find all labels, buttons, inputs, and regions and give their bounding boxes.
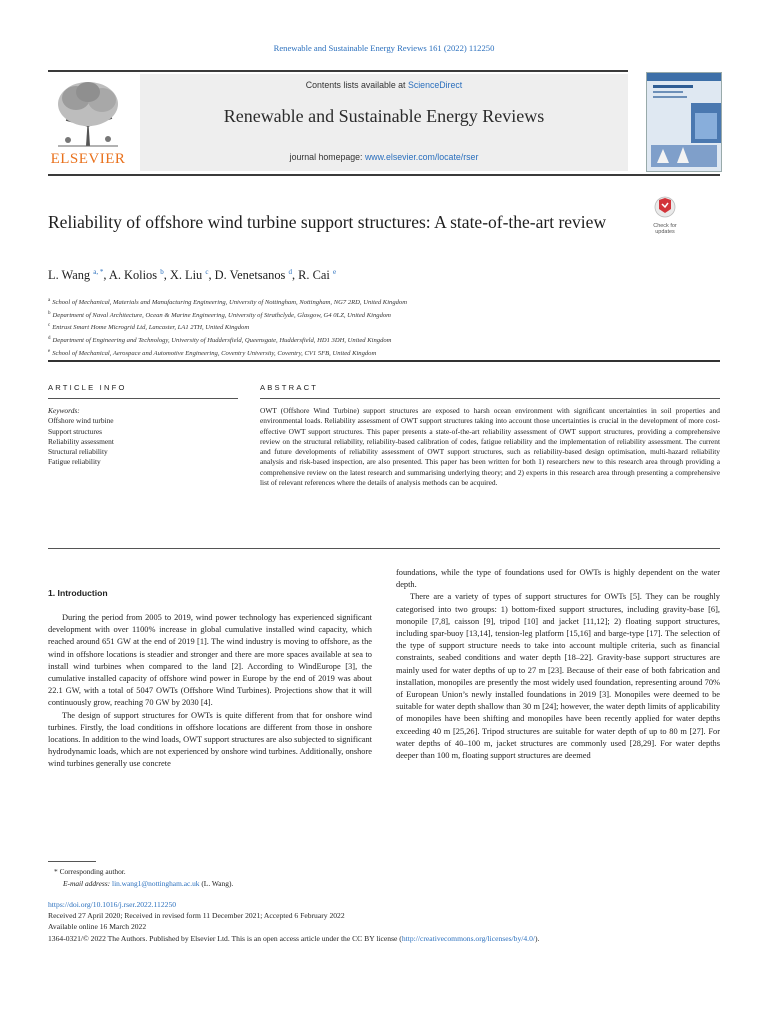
history-dates: Received 27 April 2020; Received in revised form 11 December 2021; Accepted 6 February 2022 bbox=[48, 911, 345, 921]
abstract-text: OWT (Offshore Wind Turbine) support structures are exposed to harsh ocean environment with significant uncertainties in soil properties and environmental loads. Reliability assessment of OWT support structures taking into account those uncertainties is crucial in the development of more cost-effective OWT support structures. This paper presents a state-of-the-art reliability assessment of OWT support structures, providing a comprehensive review on the structural reliability, reliability-based calibration of codes, fatigue reliability and the implementation of reliability assessment. The current and future developments of reliability assessment of OWT support structures, such as reliability-based design optimisation, multi-hazard reliability analysis and risk-based inspection, are also presented. This paper has been written for both 1) researchers new to this research area through providing a comprehensive review on the latest research and summarising underlying theory; and 2) experts in this research area through presenting a comprehensive list of relevant references where the details of analysis methods can be acquired. bbox=[260, 406, 720, 488]
author[interactable]: L. Wang $^{a, *}$ bbox=[48, 268, 104, 283]
keywords-block bbox=[48, 406, 228, 468]
footnote-rule bbox=[48, 861, 96, 862]
author[interactable]: R. Cai $^e$ bbox=[298, 268, 337, 283]
keyword: Fatigue reliability bbox=[48, 457, 101, 467]
author-affil-mark[interactable]: b bbox=[160, 268, 164, 276]
sciencedirect-link[interactable]: ScienceDirect bbox=[407, 80, 463, 90]
check-updates-icon bbox=[646, 196, 684, 218]
journal-cover-thumbnail[interactable] bbox=[646, 72, 722, 172]
affiliation-item: $^a$ School of Mechanical, Materials and Manufacturing Engineering, University of Nottingham, Nottingham, NG7 2RD, United Kingdom bbox=[48, 298, 407, 307]
body-paragraph: The design of support structures for OWTs is quite different from that for onshore wind turbines. Firstly, the load conditions in offshore locations are different from those in onshore locations. In addition to the wind loads, OWT support structures are also subjected to significant hydrodynamic loads, which are not experienced by onshore wind turbines. Additionally, onshore wind turbines generally use concrete bbox=[48, 710, 372, 769]
email-label: E-mail address: bbox=[63, 878, 111, 888]
affiliation-list bbox=[48, 296, 720, 359]
section-heading-introduction: 1. Introduction bbox=[48, 588, 108, 598]
available-online: Available online 16 March 2022 bbox=[48, 922, 147, 932]
keyword: Offshore wind turbine bbox=[48, 416, 114, 426]
keyword: Support structures bbox=[48, 426, 102, 436]
author-list: L. Wang $^{a, *}$, A. Kolios $^b$, X. Liu $^c$, D. Venetsanos $^d$, R. Cai $^e$ bbox=[48, 268, 337, 283]
homepage-line bbox=[140, 152, 628, 162]
affiliation-item: $^b$ Department of Naval Architecture, Ocean & Marine Engineering, University of Strathclyde, Glasgow, G4 0LZ, United Kingdom bbox=[48, 310, 391, 319]
check-updates-line1: Check for bbox=[653, 223, 677, 229]
author-affil-mark[interactable]: a, * bbox=[93, 268, 104, 276]
author[interactable]: D. Venetsanos $^d$ bbox=[214, 268, 292, 283]
journal-citation[interactable]: Renewable and Sustainable Energy Reviews 161 (2022) 112250 bbox=[273, 43, 495, 53]
body-paragraph: foundations, while the type of foundations used for OWTs is highly dependent on the water depth. bbox=[396, 568, 720, 590]
contents-prefix: Contents lists available at bbox=[305, 80, 408, 90]
contents-line bbox=[140, 80, 628, 90]
license-line: 1364-0321/© 2022 The Authors. Published by Elsevier Ltd. This is an open access article under the CC BY license (http://creativecommons.org/licenses/by/4.0/). bbox=[48, 933, 540, 943]
author-affil-mark[interactable]: e bbox=[332, 268, 337, 276]
journal-title: Renewable and Sustainable Energy Reviews bbox=[223, 106, 545, 126]
email-suffix: (L. Wang). bbox=[199, 878, 234, 888]
affiliation-item: $^d$ Department of Engineering and Technology, University of Huddersfield, Queensgate, Huddersfield, HD1 3DH, United Kingdom bbox=[48, 336, 392, 345]
masthead-top-rule bbox=[48, 70, 628, 72]
check-for-updates-button[interactable] bbox=[646, 196, 684, 235]
author[interactable]: X. Liu $^c$ bbox=[169, 268, 209, 283]
corresponding-author-note bbox=[48, 866, 720, 878]
license-link[interactable]: http://creativecommons.org/licenses/by/4.0/ bbox=[401, 933, 535, 943]
author-affil-mark[interactable]: c bbox=[205, 268, 209, 276]
author-affil-mark[interactable]: d bbox=[288, 268, 292, 276]
article-metadata bbox=[48, 899, 728, 944]
homepage-prefix: journal homepage: bbox=[289, 152, 365, 162]
keyword: Structural reliability bbox=[48, 447, 108, 457]
body-paragraph: There are a variety of types of support structures for OWTs [5]. They can be roughly categorised into two groups: 1) bottom-fixed support structures, including gravity-base [6], monopile [7,8], caisson [9], tripod [10] and jacket [11,12]; 2) floating support structures, including spar-buoy [13,14], tension-leg platform [15,16] and barge-type [17]. The selection of the type of support structure needs to take into account multiple criteria, such as financial constraints, seabed conditions and water depth [18–22]. Gravity-base support structures are mainly used for water depths of up to 27 m [23]. Because of their ease of both fabrication and installation, monopiles are presently the most widely used foundation, representing around 70% of European Union’s newly installed foundations in 2019 [3]. Monopiles were deemed to be suitable for water depth shallow than 30 m [24]; however, the water depth limits of applicability of monopiles have been shifting and monopiles have been recently applied for water depths exceeding 40 m [25,26]. Tripod structures are suitable for water depth of up to 80 m [27]. For water depths of 40–100 m, jacket structures are commonly used [28,29]. For water depths deeper than 100 m, floating support structures are deemed bbox=[396, 592, 720, 761]
affiliation-item: $^e$ School of Mechanical, Aerospace and Automotive Engineering, Coventry University, Coventry, CV1 5FB, United Kingdom bbox=[48, 348, 377, 357]
journal-homepage-link[interactable]: www.elsevier.com/locate/rser bbox=[364, 152, 479, 162]
doi-link[interactable]: https://doi.org/10.1016/j.rser.2022.112250 bbox=[48, 900, 177, 909]
article-info-heading: ARTICLE INFO bbox=[48, 383, 127, 392]
footnotes bbox=[48, 866, 720, 889]
article-title: Reliability of offshore wind turbine support structures: A state-of-the-art review bbox=[48, 212, 607, 232]
footnote-star: * bbox=[54, 867, 58, 876]
author[interactable]: A. Kolios $^b$ bbox=[108, 268, 164, 283]
keywords-label: Keywords: bbox=[48, 406, 80, 415]
article-info-rule bbox=[48, 398, 238, 399]
keyword: Reliability assessment bbox=[48, 436, 114, 446]
body-paragraph: During the period from 2005 to 2019, wind power technology has experienced significant development with over 1100% increase in global cumulative installed wind capacity, which reached around 651 GW at the end of 2019 [1]. The wind industry is moving to offshore, as the wind in offshore locations is steadier and stronger and there are more spaces available at sea to install wind turbines when compared to the land [2]. According to WindEurope [3], the cumulative installed capacity of offshore wind power in Europe by the end of 2019 was about 22.1 GW, with a total of 5047 OWTs (Offshore Wind Turbines). Projections show that it will continuously grow, reaching 70 GW by 2030 [4]. bbox=[48, 613, 372, 708]
body-column-right bbox=[396, 567, 720, 762]
author-email-link[interactable]: lin.wang1@nottingham.ac.uk bbox=[112, 878, 200, 888]
abstract-bottom-rule bbox=[48, 548, 720, 549]
header-divider bbox=[48, 360, 720, 362]
abstract-heading: ABSTRACT bbox=[260, 383, 319, 392]
publisher-wordmark[interactable]: ELSEVIER bbox=[50, 151, 126, 167]
corresponding-label: Corresponding author. bbox=[59, 867, 126, 876]
affiliation-item: $^c$ Entrust Smart Home Microgrid Ltd, Lancaster, LA1 2TH, United Kingdom bbox=[48, 323, 250, 332]
check-updates-line2: updates bbox=[655, 229, 675, 235]
body-column-left bbox=[48, 612, 372, 771]
abstract-rule bbox=[260, 398, 720, 399]
email-note bbox=[48, 878, 720, 890]
masthead-bottom-rule bbox=[48, 174, 720, 176]
